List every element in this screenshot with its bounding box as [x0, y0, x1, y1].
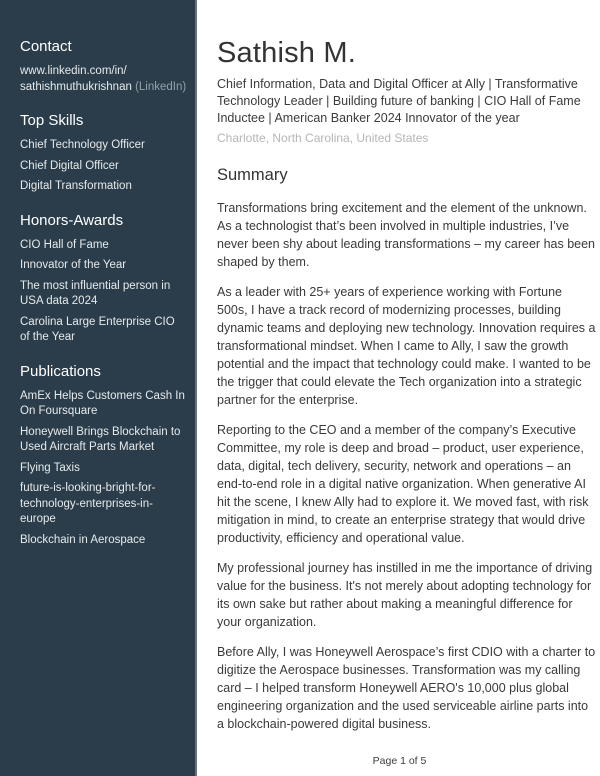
top-skill-item: Chief Technology Officer	[20, 139, 145, 151]
honor-item: CIO Hall of Fame	[20, 238, 109, 251]
profile-location: Charlotte, North Carolina, United States	[217, 131, 429, 145]
profile-headline: Chief Information, Data and Digital Officer at Ally | Transformative Technology Leader | Building future of banking | CIO Hall of Fame Inductee | American Banker 2024 Innovator of the year	[217, 77, 581, 125]
top-skills-section	[20, 111, 187, 195]
publication-item: Blockchain in Aerospace	[20, 533, 146, 546]
summary-paragraph: Transformations bring excitement and the element of the unknown. As a technologist that’s been involved in multiple industries, I’ve never been shy about leading transformations – my career has been shaped by them.	[217, 201, 596, 269]
summary-heading: Summary	[217, 166, 288, 184]
publications-section	[20, 362, 187, 549]
contact-heading: Contact	[20, 38, 72, 55]
publications-heading: Publications	[20, 362, 101, 380]
publication-item: Honeywell Brings Blockchain to Used Aircraft Parts Market	[20, 425, 181, 453]
linkedin-url-line1[interactable]: www.linkedin.com/in/	[20, 65, 127, 77]
publication-item: AmEx Helps Customers Cash In On Foursquare	[20, 389, 185, 417]
profile-name: Sathish M.	[217, 37, 356, 69]
linkedin-url-link[interactable]	[20, 64, 187, 95]
contact-section	[20, 37, 187, 95]
linkedin-url-line2[interactable]: sathishmuthukrishnan	[20, 80, 132, 93]
honors-awards-heading: Honors-Awards	[20, 211, 124, 229]
summary-paragraph: Reporting to the CEO and a member of the company’s Executive Committee, my role is deep and broad – product, user experience, data, digital, tech delivery, security, network and operations – an end-to-end role in a digital native organization. When generative AI hit the scene, I knew Ally had to explore it. We moved fast, with risk mitigation in mind, to create an enterprise strategy that would drive productivity, efficiency and operational value.	[217, 423, 589, 545]
sidebar	[0, 0, 197, 776]
summary-paragraph: Before Ally, I was Honeywell Aerospace’s first CDIO with a charter to digitize the Aerospace businesses. Transformation was my calling card – I helped transform Honeywell AERO's 10,000 plus global engineering organization and the used serviceable airline parts into a blockchain-powered digital business.	[217, 645, 596, 731]
linkedin-url-suffix: (LinkedIn)	[131, 80, 187, 93]
top-skill-item: Chief Digital Officer	[20, 159, 119, 172]
summary-paragraph: As a leader with 25+ years of experience working with Fortune 500s, I have a track record of modernizing processes, building dynamic teams and deploying new technology. Innovation requires a transformational mindset. When I came to Ally, I saw the growth potential and the impact that technology could make. I wanted to be the trigger that could elevate the Tech organization into a strategic partner for the enterprise.	[217, 285, 596, 407]
summary-paragraph: My professional journey has instilled in me the importance of driving value for the business. It's not merely about adopting technology for its own sake but rather about making a meaningful difference for your organization.	[217, 561, 593, 629]
page-number: Page 1 of 5	[372, 755, 427, 767]
main-content	[199, 0, 600, 776]
honor-item: The most influential person in USA data 2024	[20, 279, 171, 307]
honor-item: Carolina Large Enterprise CIO of the Year	[20, 315, 175, 343]
top-skills-heading: Top Skills	[20, 112, 84, 129]
honor-item: Innovator of the Year	[20, 259, 127, 271]
publication-item: future-is-looking-bright-for-technology-enterprises-in-europe	[20, 482, 156, 525]
honors-awards-section	[20, 211, 187, 346]
top-skill-item: Digital Transformation	[20, 180, 132, 192]
publication-item: Flying Taxis	[20, 461, 80, 474]
